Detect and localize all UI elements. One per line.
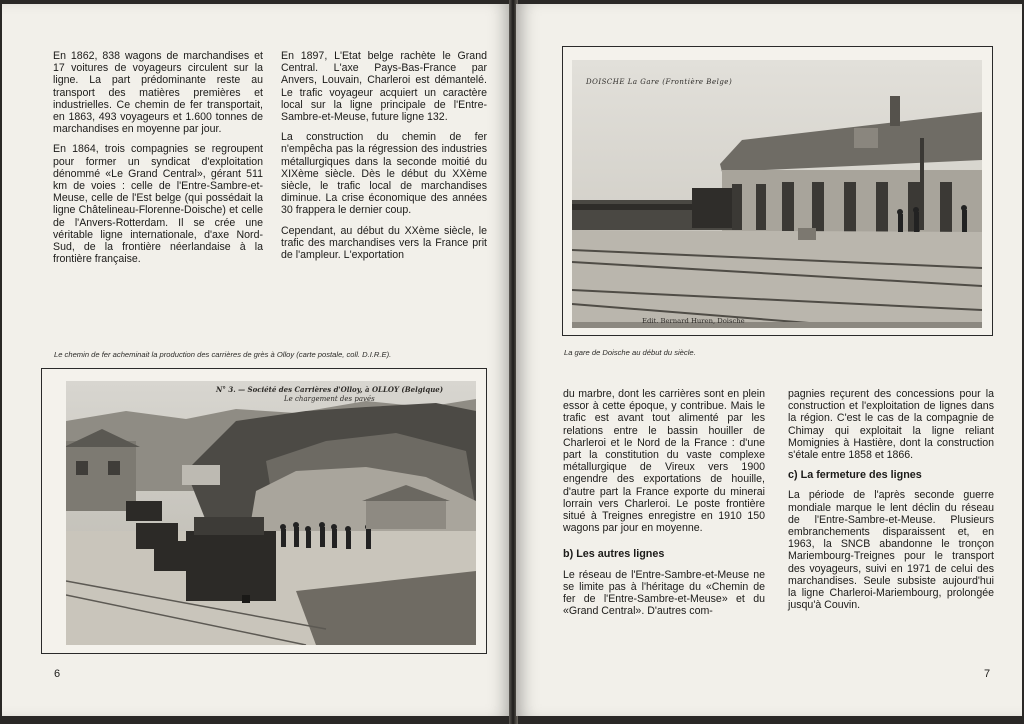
olloy-quarry-photo xyxy=(66,381,476,645)
olloy-photo-caption: Le chemin de fer acheminait la production des carrières de grès à Olloy (carte postale, coll. D.I.R.E). xyxy=(54,350,392,359)
paragraph: Cependant, au début du XXème siècle, le trafic des marchandises vers la France prit de l'ampleur. L'exportation xyxy=(281,224,487,262)
right-column-1 xyxy=(563,388,765,625)
photo-title-text: DOISCHE La Gare (Frontière Belge) xyxy=(586,78,733,86)
paragraph: En 1864, trois compagnies se regroupent pour former un syndicat d'exploitation dénommé «Le Grand Central», gérant 511 km de voies : celle de l'Entre-Sambre-et-Meuse, celle de l'Est belge (qui possédait la ligne Châtelineau-Florenne-Doische) et celle de l'Anvers-Rotterdam. Il se crée une véritable ligne internationale, d'axe Nord-Sud, de la frontière néerlandaise à la frontière française. xyxy=(53,143,263,266)
section-heading-b: b) Les autres lignes xyxy=(563,548,665,561)
paragraph: Le réseau de l'Entre-Sambre-et-Meuse ne se limite pas à l'héritage du «Chemin de fer de l'Entre-Sambre-et-Meuse» et du «Grand Central». D'autres com- xyxy=(563,568,765,618)
paragraph: du marbre, dont les carrières sont en plein essor à cette époque, y contribue. Mais le trafic est avant tout alimenté par les relations entre le bassin houiller de Charleroi et le Nord de la France : d'une part la constitution du vaste complexe métallurgique de Vireux vers 1900 engendre des exportations de houille, d'autre part la France exporte du minerai lorrain vers Charleroi. Le poste frontière situé à Treignes enregistre en 1910 150 wagons par jour en moyenne. xyxy=(563,388,765,535)
photo-title-text: N° 3. — Société des Carrières d'Olloy, à OLLOY (Belgique) xyxy=(216,385,444,394)
paragraph: La période de l'après seconde guerre mondiale marque le lent déclin du réseau de l'Entre-Sambre-et-Meuse. Plusieurs embranchements disparaissent et, en 1963, la SNCB abandonne le tronçon Mariembourg-Treignes pour le transport des voyageurs, suivi en 1971 de celui des marchandises. Seule subsiste aujourd'hui la ligne Charleroi-Mariembourg, prolongée jusqu'à Couvin. xyxy=(788,489,994,612)
photo-subtitle-text: Le chargement des pavés xyxy=(284,395,375,403)
paragraph: En 1862, 838 wagons de marchandises et 17 voitures de voyageurs circulent sur la ligne. La part prédominante reste au transport des matières premières et industrielles. Ce chemin de fer transportait, en 1863, 493 voyageurs et 1.600 tonnes de marchandises en moyenne par jour. xyxy=(53,50,263,136)
left-column-1 xyxy=(53,50,263,273)
olloy-quarry-illustration xyxy=(66,381,476,645)
doische-station-illustration xyxy=(572,60,982,328)
paragraph: pagnies reçurent des concessions pour la construction et l'exploitation de lignes dans la région. C'est le cas de la compagnie de Chimay qui exploitait la ligne reliant Momignies à Hastière, dont la construction s'étale entre 1858 et 1866. xyxy=(788,388,994,462)
olloy-photo-frame xyxy=(41,368,487,654)
left-column-2 xyxy=(281,50,487,269)
doische-station-photo xyxy=(572,60,982,328)
paragraph: En 1897, L'Etat belge rachète le Grand Central. L'axe Pays-Bas-France par Anvers, Louvain, Charleroi est démantelé. Le trafic voyageur acquiert un caractère local sur la ligne principale de l'Entre-Sambre-et-Meuse, future ligne 132. xyxy=(281,50,487,124)
right-page xyxy=(516,4,1022,716)
paragraph: La construction du chemin de fer n'empêcha pas la régression des industries métallurgiques dans la seconde moitié du XIXème siècle. Dès le début du XXème siècle, le trafic local de marchandises diminue. La crise économique des années 30 frappera le dernier coup. xyxy=(281,131,487,217)
doische-photo-frame xyxy=(562,46,993,336)
page-number-right: 7 xyxy=(984,668,991,680)
page-number-left: 6 xyxy=(54,668,61,680)
section-heading-c: c) La fermeture des lignes xyxy=(788,469,922,482)
left-page xyxy=(2,4,511,716)
right-column-2 xyxy=(788,388,994,619)
doische-photo-caption: La gare de Doische au début du siècle. xyxy=(564,348,696,357)
photo-publisher-text: Edit. Bernard Huren, Doische xyxy=(642,317,745,325)
